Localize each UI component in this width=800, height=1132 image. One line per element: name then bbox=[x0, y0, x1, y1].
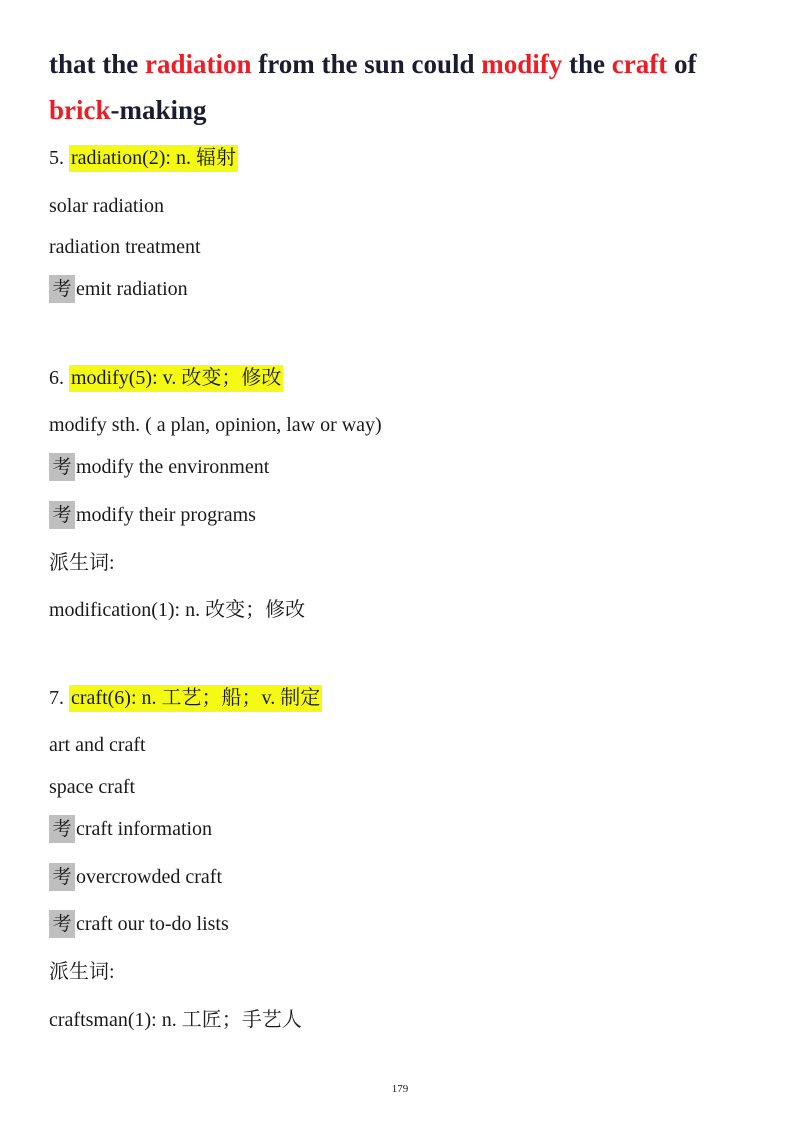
derivative-line: craftsman(1): n. 工匠；手艺人 bbox=[49, 1009, 302, 1031]
exam-phrase-line bbox=[49, 275, 188, 303]
keyword-craft: craft bbox=[611, 49, 668, 79]
exam-phrase-line bbox=[49, 910, 229, 938]
exam-phrase-line bbox=[49, 453, 269, 481]
phrase-text: craft our to-do lists bbox=[76, 913, 229, 935]
phrase-line: space craft bbox=[49, 776, 136, 798]
heading-segment: of bbox=[667, 49, 697, 79]
highlighted-term: radiation(2): n. 辐射 bbox=[69, 145, 238, 172]
heading-segment: that the bbox=[49, 49, 145, 79]
vocab-heading-radiation bbox=[49, 144, 238, 172]
vocab-heading-modify bbox=[49, 364, 283, 392]
phrase-text: modify their programs bbox=[76, 504, 256, 526]
heading-segment: -making bbox=[110, 95, 207, 125]
phrase-line: art and craft bbox=[49, 734, 146, 756]
phrase-text: emit radiation bbox=[76, 278, 188, 300]
exam-marker: 考 bbox=[49, 863, 75, 891]
phrase-text: craft information bbox=[76, 818, 213, 840]
phrase-line: solar radiation bbox=[49, 195, 164, 217]
highlighted-term: modify(5): v. 改变；修改 bbox=[69, 365, 283, 392]
entry-number: 5. bbox=[49, 147, 69, 169]
keyword-brick: brick bbox=[49, 95, 111, 125]
phrase-line: radiation treatment bbox=[49, 236, 201, 258]
exam-marker: 考 bbox=[49, 815, 75, 843]
derivatives-label: 派生词: bbox=[49, 961, 115, 983]
keyword-radiation: radiation bbox=[145, 49, 252, 79]
heading-segment: from the sun could bbox=[251, 49, 482, 79]
highlighted-term: craft(6): n. 工艺；船；v. 制定 bbox=[69, 685, 322, 712]
derivatives-label: 派生词: bbox=[49, 552, 115, 574]
phrase-line: modify sth. ( a plan, opinion, law or way) bbox=[49, 414, 382, 436]
entry-number: 7. bbox=[49, 687, 69, 709]
vocab-heading-craft bbox=[49, 684, 322, 712]
exam-phrase-line bbox=[49, 863, 222, 891]
heading-line-1 bbox=[49, 46, 697, 82]
phrase-text: modify the environment bbox=[76, 456, 270, 478]
phrase-text: overcrowded craft bbox=[76, 866, 223, 888]
exam-phrase-line bbox=[49, 501, 256, 529]
exam-marker: 考 bbox=[49, 453, 75, 481]
entry-number: 6. bbox=[49, 367, 69, 389]
heading-segment: the bbox=[562, 49, 612, 79]
exam-marker: 考 bbox=[49, 910, 75, 938]
exam-marker: 考 bbox=[49, 275, 75, 303]
keyword-modify: modify bbox=[481, 49, 563, 79]
exam-marker: 考 bbox=[49, 501, 75, 529]
derivative-line: modification(1): n. 改变；修改 bbox=[49, 599, 306, 621]
heading-line-2 bbox=[49, 92, 207, 128]
exam-phrase-line bbox=[49, 815, 212, 843]
page-number: 179 bbox=[391, 1083, 409, 1095]
